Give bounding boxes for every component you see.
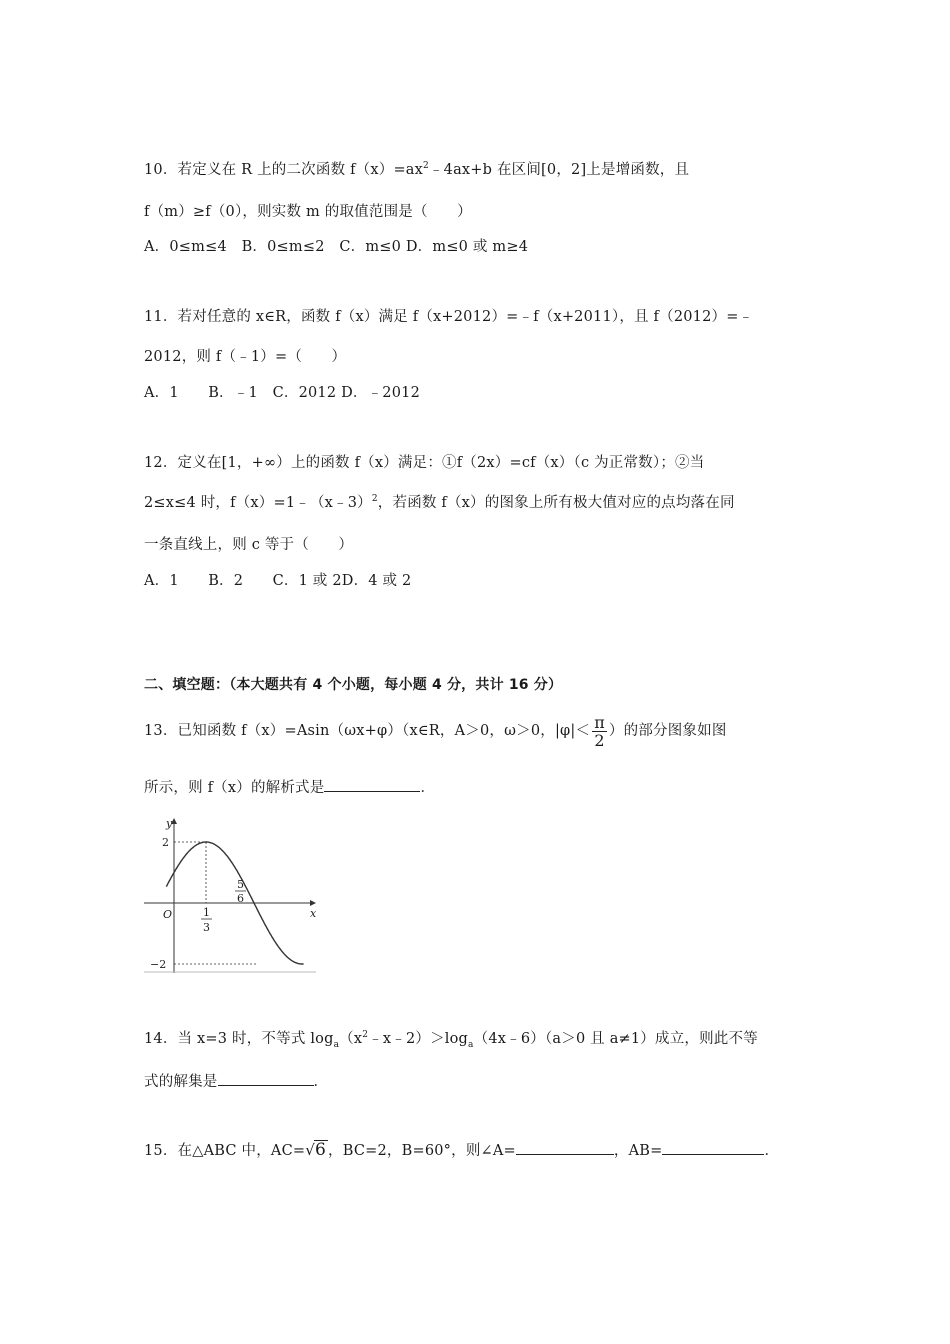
q13-line2: 所示，则 f（x）的解析式是 ． xyxy=(144,777,435,798)
answer-blank-15a[interactable] xyxy=(516,1140,614,1155)
ymin-label: −2 xyxy=(150,958,167,971)
q12-options: A．1 B．2 C．1 或 2D．4 或 2 xyxy=(144,573,412,589)
q12-line2: 2≤x≤4 时，f（x）=1﹣（x﹣3）$^2$，若函数 f（x）的图象上所有极大值对应的点均落在同 xyxy=(144,494,735,511)
q14-line1: 14．当 x=3 时，不等式 $\log_a(x^2﹣x﹣2)>\log_a(4x﹣6)(a>0$ 且 a≠1）成立，则此不等 xyxy=(144,1030,758,1050)
q13-line1: 13．已知函数 f（x）=Asin（ωx+φ）（x∈R，A＞0，ω＞0，|φ|＜ $\frac{\pi}{2}$ ）的部分图象如图 xyxy=(144,712,727,750)
sine-graph xyxy=(144,815,320,975)
y-axis-label: y xyxy=(166,817,173,830)
x2-numerator: 5 xyxy=(237,878,244,891)
origin-label: O xyxy=(163,908,173,921)
q12-line3: 一条直线上，则 c 等于（ ） xyxy=(144,537,354,553)
x2-denominator: 6 xyxy=(237,892,244,905)
section-title: 二、填空题：（本大题共有 4 个小题，每小题 4 分，共计 16 分） xyxy=(144,677,563,693)
answer-blank-15b[interactable] xyxy=(662,1140,764,1155)
q10-line1: 10．若定义在 R 上的二次函数 $f(x)=ax^2﹣4ax+b$ 在区间[0，2]上是增函数，且 xyxy=(144,161,690,178)
x1-numerator: 1 xyxy=(203,906,210,919)
q15-line1: 15．在△ABC 中，AC=√6 ，BC=2，B=60°，则∠A= ，AB= ． xyxy=(144,1140,780,1160)
q12-line1: 12．定义在[1，+∞）上的函数 f（x）满足：①f（2x）=cf（x）（c 为正常数）；②当 xyxy=(144,455,705,471)
x-axis-arrow xyxy=(310,900,316,906)
q11-options: A．1 B．﹣1 C．2012 D．﹣2012 xyxy=(144,385,421,401)
x1-denominator: 3 xyxy=(203,921,210,934)
q14-line2: 式的解集是 ． xyxy=(144,1071,328,1092)
q10-options: A．0≤m≤4 B．0≤m≤2 C．m≤0 D．m≤0 或 m≥4 xyxy=(144,239,529,255)
q11-line1: 11．若对任意的 x∈R，函数 f（x）满足 f（x+2012）=﹣f（x+2011），且 f（2012）=﹣ xyxy=(144,309,754,325)
answer-blank-14[interactable] xyxy=(218,1071,314,1086)
ymax-label: 2 xyxy=(162,836,169,849)
pi-over-2-fraction: $\frac{\pi}{2}$ xyxy=(594,712,605,750)
q10-line2: f（m）≥f（0），则实数 m 的取值范围是（ ） xyxy=(144,204,472,220)
sqrt-6: 6 xyxy=(314,1140,327,1160)
answer-blank-13[interactable] xyxy=(324,777,420,792)
x-axis-label: x xyxy=(310,907,317,920)
q11-line2: 2012，则 f（﹣1）=（ ） xyxy=(144,349,347,365)
